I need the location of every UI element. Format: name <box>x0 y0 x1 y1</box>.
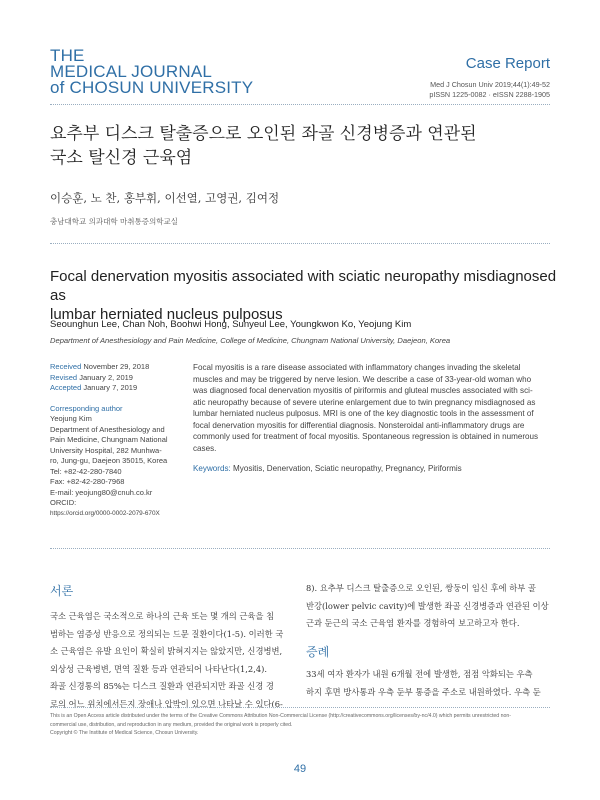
abstract-line: cases. <box>193 443 217 453</box>
body-line: 국소 근육염은 국소적으로 하나의 근육 또는 몇 개의 근육을 침 <box>50 611 275 621</box>
korean-title-line-1: 요추부 디스크 탈출증으로 오인된 좌골 신경병증과 연관된 <box>50 124 477 144</box>
corresponding-author-line: Tel: +82-42-280-7840 <box>50 466 122 476</box>
license-line-2: commercial use, distribution, and reproduction in any medium, provided the original work is properly cited. <box>50 721 293 728</box>
body-line: 근과 둔근의 국소 근육염 환자를 경험하여 보고하고자 한다. <box>306 618 520 628</box>
abstract-line: atic neuropathy because of severe uterine enlargement due to twin pregnancy misdiagnosed as <box>193 397 536 407</box>
abstract-line: focal denervation myositis for differential diagnosis. Nonsteroidal anti-inflammatory drugs are <box>193 420 525 430</box>
journal-logo-line-1: THE <box>50 46 85 65</box>
page-number: 49 <box>293 763 307 775</box>
title-divider <box>50 243 550 244</box>
korean-authors: 이승훈, 노 찬, 홍부휘, 이선열, 고영권, 김여정 <box>50 191 280 205</box>
abstract-line: lumbar herniated nucleus pulposus. MRI is one of the key diagnostic tools in the assessment of <box>193 409 534 418</box>
corresponding-author-line: ro, Jung-gu, Daejeon 35015, Korea <box>50 456 168 465</box>
english-affiliation: Department of Anesthesiology and Pain Medicine, College of Medicine, Chungnam National University, Daejeon, Korea <box>50 336 451 345</box>
keywords <box>193 464 553 473</box>
corresponding-author-line: E-mail: yeojung80@cnuh.co.kr <box>50 487 153 497</box>
english-title <box>50 267 560 324</box>
corresponding-author-line: Pain Medicine, Chungnam National <box>50 435 168 444</box>
body-line: 8). 요추부 디스크 탈출증으로 오인된, 쌍둥이 임신 후에 하부 골 <box>306 583 536 593</box>
revised-date: Revised January 2, 2019 <box>50 372 133 382</box>
body-line: 반강(lower pelvic cavity)에 발생한 좌골 신경병증과 연관된 이상 <box>306 600 549 611</box>
english-authors: Seounghun Lee, Chan Noh, Boohwi Hong, Sunyeul Lee, Youngkwon Ko, Yeojung Kim <box>50 319 412 330</box>
body-line: 로의 어느 위치에서든지 장애나 압박이 있으면 나타날 수 있다(6- <box>50 698 283 709</box>
copyright-line: Copyright © The Institute of Medical Science, Chosun University. <box>50 730 199 736</box>
body-divider <box>50 548 550 549</box>
corresponding-author-line: ORCID: <box>50 498 77 507</box>
corresponding-author-heading: Corresponding author <box>50 403 123 413</box>
footer-divider <box>50 707 550 708</box>
citation-text: Med J Chosun Univ 2019;44(1):49-52 <box>430 80 550 89</box>
body-line: 외상성 근육병변, 면역 질환 등과 연관되어 나타난다(1,2,4). <box>50 663 267 674</box>
keywords-list: Myositis, Denervation, Sciatic neuropathy, Pregnancy, Piriformis <box>230 464 462 473</box>
english-title-line-2: lumbar herniated nucleus pulposus <box>50 306 283 323</box>
journal-logo-line-2: MEDICAL JOURNAL <box>50 62 213 81</box>
body-line: 33세 여자 환자가 내원 6개월 전에 발생한, 점점 악화되는 우측 <box>306 669 533 679</box>
header-divider <box>50 104 550 105</box>
case-heading: 증례 <box>306 645 330 659</box>
article-info-sidebar <box>50 362 180 519</box>
abstract <box>193 362 553 454</box>
corresponding-author-line: Fax: +82-42-280-7968 <box>50 477 125 486</box>
journal-logo-line-3: of CHOSUN UNIVERSITY <box>50 78 254 97</box>
korean-title <box>50 122 520 170</box>
citation-block <box>429 80 550 100</box>
body-line: 범하는 염증성 반응으로 정의되는 드문 질환이다(1-5). 이러한 국 <box>50 628 284 639</box>
body-right-column-bottom <box>306 666 552 701</box>
body-right-column-top <box>306 580 552 633</box>
korean-title-line-2: 국소 탈신경 근육염 <box>50 148 193 168</box>
keywords-label: Keywords: <box>193 464 231 473</box>
body-line: 소 근육염은 유발 요인이 확실히 밝혀지지는 않았지만, 신경병변, <box>50 646 283 656</box>
corresponding-author-line: Yeojung Kim <box>50 414 92 423</box>
body-left-column <box>50 608 296 713</box>
body-line: 하지 후면 방사통과 우측 둔부 통증을 주소로 내원하였다. 우측 둔 <box>306 686 541 697</box>
abstract-line: Focal myositis is a rare disease associated with inflammatory changes invading the skeletal <box>193 363 521 372</box>
article-type-label: Case Report <box>465 55 550 72</box>
english-title-line-1: Focal denervation myositis associated with sciatic neuropathy misdiagnosed as <box>50 268 557 304</box>
journal-logo <box>50 48 253 96</box>
orcid-link[interactable]: https://orcid.org/0000-0002-2079-670X <box>50 509 160 517</box>
corresponding-author-line: Department of Anesthesiology and <box>50 424 165 434</box>
received-date: Received November 29, 2018 <box>50 362 150 371</box>
license-note <box>50 712 550 738</box>
corresponding-author-line: University Hospital, 282 Munhwa- <box>50 445 162 455</box>
abstract-line: was diagnosed focal denervation myositis of piriformis and gluteal muscles associated with sci- <box>193 386 533 395</box>
body-line: 좌골 신경통의 85%는 디스크 질환과 연관되지만 좌골 신경 경 <box>50 681 274 691</box>
abstract-line: commonly used for treatment of focal myositis. Spontaneous regression is obtained in numerous <box>193 432 539 441</box>
license-line-1: This is an Open Access article distributed under the terms of the Creative Commons Attribution Non-Commercial License (http://creativecommons.org/licenses/by-nc/4.0) which permits unrestricted non- <box>50 713 512 719</box>
introduction-heading: 서론 <box>50 584 74 598</box>
korean-affiliation: 충남대학교 의과대학 마취통증의학교실 <box>50 217 178 226</box>
issn-text: pISSN 1225-0082 · eISSN 2288-1905 <box>429 90 550 99</box>
accepted-date: Accepted January 7, 2019 <box>50 383 138 392</box>
abstract-line: muscles and may be triggered by nerve lesion. We describe a case of 33-year-old woman who <box>193 374 532 384</box>
